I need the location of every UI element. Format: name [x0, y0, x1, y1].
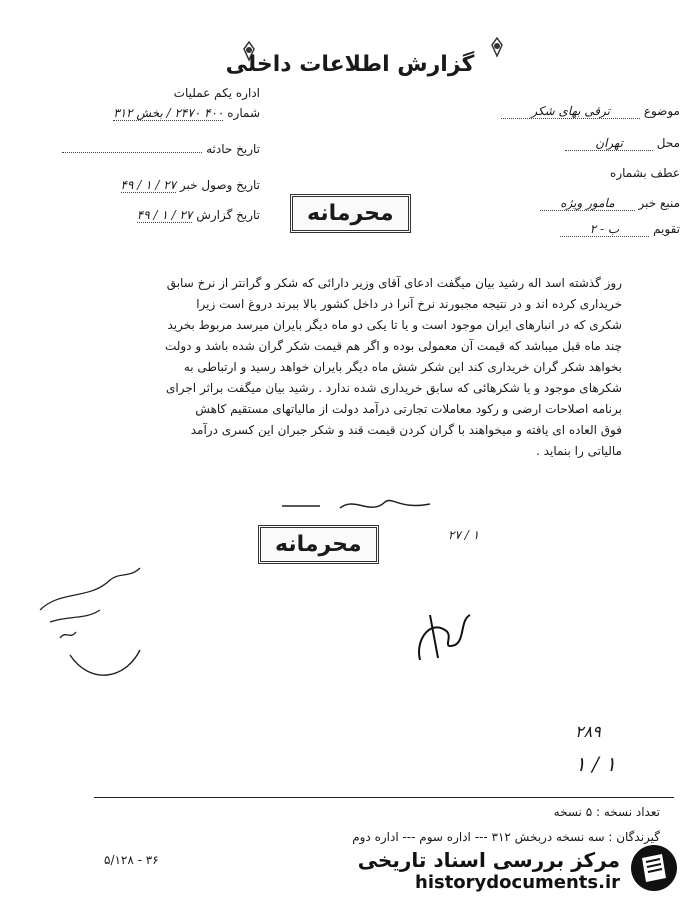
fraction-note: ۱ / ۱ — [575, 752, 616, 776]
incident-date-line — [62, 152, 202, 153]
news-date-label: تاریخ وصول خبر — [179, 178, 260, 192]
news-date-value: ۲۷ / ۱ / ۴۹ — [120, 178, 177, 192]
incident-date-row — [62, 142, 260, 156]
subject-value: ترقی بهای شکر — [501, 104, 640, 119]
office-name: اداره یکم عملیات — [173, 86, 260, 100]
body-line-2: خریداری کرده اند و در نتیجه مجبورند نرخ آنرا در داخل کشور بالا ببرند دروغ است زیرا — [196, 297, 622, 311]
number-row — [113, 106, 260, 120]
place-value: تهران — [565, 136, 653, 151]
assessment-value: ب - ۲ — [560, 222, 649, 237]
body-line-1: روز گذشته اسد اله رشید بیان میگفت ادعای آقای وزیر دارائی که شکر و گرانتر از نرخ سابق — [166, 276, 622, 290]
report-date-label: تاریخ گزارش — [196, 208, 260, 222]
archive-code: ۵/۱۲۸ - ۳۶ — [104, 853, 159, 867]
signature — [400, 600, 480, 670]
watermark-url: historydocuments.ir — [415, 872, 620, 893]
handwritten-margin-note — [30, 560, 170, 700]
body-line-9: مالیاتی را بنماید . — [536, 444, 622, 458]
watermark-logo-icon — [628, 842, 680, 894]
copies-value: ۵ نسخه — [553, 805, 593, 819]
subject-row — [501, 104, 680, 118]
body-line-4: چند ماه قبل میباشد که قیمت آن معمولی بوده و اگر هم قیمت شکر گران شده باشد و دولت — [164, 339, 622, 353]
confidential-stamp: محرمانه — [290, 194, 411, 233]
body-line-6: شکرهای موجود و یا شکرهائی که سابق خریداری شده ندارد . رشید بیان میگفت براثر اجرای — [166, 381, 622, 395]
body-line-8: فوق العاده ای یافته و میخواهند با گران کردن قیمت قند و شکر جبران این کسری درآمد — [190, 423, 622, 437]
recipients-row — [352, 830, 660, 844]
reference-label: عطف بشماره — [610, 166, 680, 180]
source-value: مامور ویژه — [540, 196, 634, 211]
number-value: ۴۰۰ ۲۴۷۰ / بخش ۳۱۲ — [113, 106, 224, 120]
news-date-row — [121, 178, 260, 192]
number-label: شماره — [227, 106, 260, 120]
body-line-7: برنامه اصلاحات ارضی و رکود معاملات تجارتی درآمد دولت از مالیاتهای مستقیم کاهش — [195, 402, 622, 416]
report-date-row — [137, 208, 260, 222]
reference-row — [610, 166, 680, 180]
subject-label: موضوع — [643, 104, 680, 118]
source-row — [540, 196, 680, 210]
date-note: ۲۷ / ۱ — [448, 528, 480, 542]
body-line-5: بخواهد شکر گران خریداری کند این شکر شش ماه دیگر بایران خواهد رسید و ارتباطی به — [183, 360, 622, 374]
recipients-label: گیرندگان : — [608, 830, 660, 844]
report-date-value: ۲۷ / ۱ / ۴۹ — [136, 208, 193, 222]
signature-scribble-top — [280, 492, 440, 518]
footer-rule — [94, 797, 674, 798]
watermark-name: مرکز بررسی اسناد تاریخی — [357, 848, 620, 872]
incident-date-label: تاریخ حادثه — [206, 142, 260, 156]
recipients-value: سه نسخه دربخش ۳۱۲ --- اداره سوم --- اداره دوم — [352, 830, 605, 844]
copies-row — [554, 805, 660, 819]
copies-label: تعداد نسخه : — [595, 805, 660, 819]
assessment-label: تقویم — [653, 222, 680, 236]
place-row — [565, 136, 680, 150]
document-title: گزارش اطلاعات داخلی — [225, 52, 475, 77]
assessment-row — [560, 222, 680, 236]
source-label: منبع خبر — [638, 196, 680, 210]
place-label: محل — [656, 136, 680, 150]
body-line-3: شکری که در انبارهای ایران موجود است و یا تا یکی دو ماه دیگر بایران میرسد مربوط بخرید — [167, 318, 622, 332]
confidential-stamp-bottom: محرمانه — [258, 525, 379, 564]
page-number: ۲۸۹ — [575, 722, 601, 741]
